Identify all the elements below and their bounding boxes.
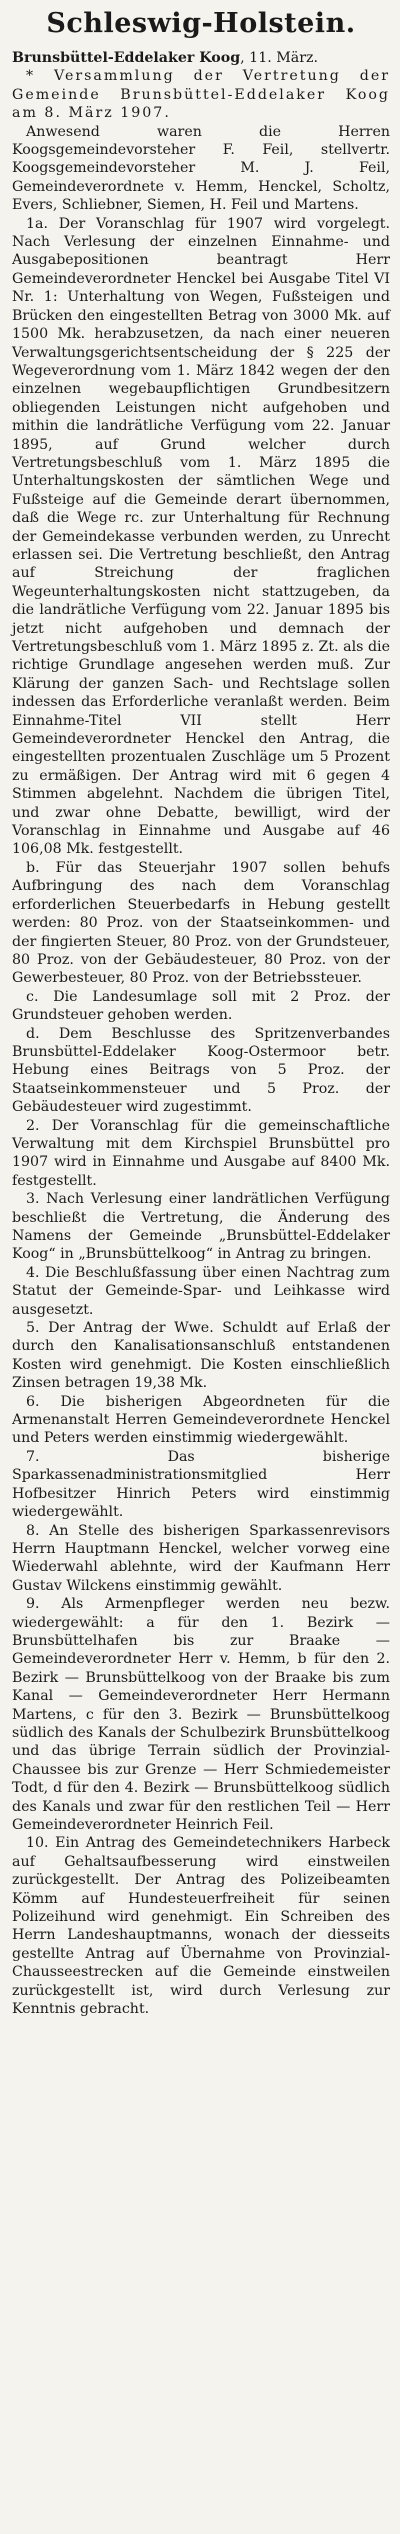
item-10-paragraph: 10. Ein Antrag des Gemeindetechnikers Harbeck auf Gehaltsaufbesserung wird einstweilen zurückgestellt. Der Antrag des Polizeibeamten Kömm auf Hundesteuerfreiheit für seinen Polizeihund wird genehmigt. Ein Schreiben des Herrn Landeshauptmanns, wonach der diesseits gestellte Antrag auf Übernahme von Provinzial-Chausseestrecken auf die Gemeinde einstweilen zurückgestellt ist, wird durch Verlesung zur Kenntnis gebracht. (12, 1835, 390, 2018)
dateline-date: 11. März. (249, 50, 318, 66)
dateline: Brunsbüttel-Eddelaker Koog, 11. März. (12, 50, 318, 66)
item-8-paragraph: 8. An Stelle des bisherigen Sparkassenrevisors Herrn Hauptmann Henckel, welcher vorweg eine Wiederwahl ablehnte, wird der Kaufmann Herr Gustav Wilckens einstimmig gewählt. (12, 1522, 390, 1594)
item-5-paragraph: 5. Der Antrag der Wwe. Schuldt auf Erlaß der durch den Kanalisationsanschluß entstandenen Kosten wird genehmigt. Die Kosten einschließlich Zinsen betragen 19,38 Mk. (12, 1320, 390, 1392)
item-3-paragraph: 3. Nach Verlesung einer landrätlichen Verfügung beschließt die Vertretung, die Änderung des Namens der Gemeinde „Brunsbüttel-Eddelaker Koog“ in „Brunsbüttelkoog“ in Antrag zu bringen. (12, 1191, 390, 1263)
item-9-paragraph: 9. Als Armenpfleger werden neu bezw. wiedergewählt: a für den 1. Bezirk — Brunsbüttelhafen bis zur Braake — Gemeindeverordneter Herr v. Hemm, b für den 2. Bezirk — Brunsbüttelkoog von der Braake bis zum Kanal — Gemeindeverordneter Herr Hermann Martens, c für den 3. Bezirk — Brunsbüttelkoog südlich des Kanals der Schulbezirk Brunsbüttelkoog und das übrige Terrain südlich der Provinzial-Chaussee bis zur Grenze — Herr Schmiedemeister Todt, d für den 4. Bezirk — Brunsbüttelkoog südlich des Kanals und zwar für den restlichen Teil — Herr Gemeindeverordneter Heinrich Feil. (12, 1596, 390, 1833)
item-6-paragraph: 6. Die bisherigen Abgeordneten für die Armenanstalt Herren Gemeindeverordnete Henckel und Peters werden einstimmig wiedergewählt. (12, 1393, 390, 1447)
section-heading: Schleswig-Holstein. (46, 8, 356, 39)
item-1d-paragraph: d. Dem Beschlusse des Spritzenverbandes Brunsbüttel-Eddelaker Koog-Ostermoor betr. Hebung eines Beitrags von 5 Proz. der Staatseinkommensteuer und 5 Proz. der Gebäudesteuer wird zugestimmt. (12, 1025, 390, 1116)
dateline-place: Brunsbüttel-Eddelaker Koog (12, 50, 241, 66)
item-7-paragraph: 7. Das bisherige Sparkassenadministrationsmitglied Herr Hofbesitzer Hinrich Peters wird einstimmig wiedergewählt. (12, 1448, 390, 1521)
meeting-intro: * Versammlung der Vertretung der Gemeinde Brunsbüttel-Eddelaker Koog am 8. März 1907. (12, 68, 390, 122)
item-1a-paragraph: 1a. Der Voranschlag für 1907 wird vorgelegt. Nach Verlesung der einzelnen Einnahme- und Ausgabepositionen beantragt Herr Gemeindeverordneter Henckel bei Ausgabe Titel VI Nr. 1: Unterhaltung von Wegen, Fußsteigen und Brücken den eingestellten Betrag von 3000 Mk. auf 1500 Mk. herabzusetzen, da nach einer neueren Verwaltungsgerichtsentscheidung der § 225 der Wegeverordnung vom 1. März 1842 wegen der den einzelnen wegebaupflichtigen Grundbesitzern obliegenden Leistungen nicht aufgehoben und mithin die landrätliche Verfügung vom 22. Januar 1895, auf Grund welcher durch Vertretungsbeschluß vom 1. März 1895 die Unterhaltungskosten der sämtlichen Wege und Fußsteige auf die Gemeinde derart übernommen, daß die Wege rc. zur Unterhaltung für Rechnung der Gemeindekasse verbunden werden, zu Unrecht erlassen sei. Die Vertretung beschließt, den Antrag auf Streichung der fraglichen Wegeunterhaltungskosten nicht stattzugeben, da die landrätliche Verfügung vom 22. Januar 1895 bis jetzt nicht aufgehoben und demnach der Vertretungsbeschluß vom 1. März 1895 z. Zt. als die richtige Grundlage angesehen werden muß. Zur Klärung der ganzen Sach- und Rechtslage sollen indessen das Erforderliche veranlaßt werden. Beim Einnahme-Titel VII stellt Herr Gemeindeverordneter Henckel den Antrag, die eingestellten prozentualen Zuschläge um 5 Prozent zu ermäßigen. Der Antrag wird mit 6 gegen 4 Stimmen abgelehnt. Nachdem die übrigen Titel, und zwar ohne Debatte, bewilligt, wird der Voranschlag in Einnahme und Ausgabe auf 46 106,08 Mk. festgestellt. (12, 215, 390, 858)
item-4-paragraph: 4. Die Beschlußfassung über einen Nachtrag zum Statut der Gemeinde-Spar- und Leihkasse wird ausgesetzt. (12, 1264, 390, 1318)
item-1b-paragraph: b. Für das Steuerjahr 1907 sollen behufs Aufbringung des nach dem Voranschlag erforderlichen Steuerbedarfs in Hebung gestellt werden: 80 Proz. von der Staatseinkommen- und der fingierten Steuer, 80 Proz. von der Grundsteuer, 80 Proz. von der Gebäudesteuer, 80 Proz. von der Gewerbesteuer, 80 Proz. von der Betriebssteuer. (12, 859, 390, 987)
attendance-paragraph: Anwesend waren die Herren Koogsgemeindevorsteher F. Feil, stellvertr. Koogsgemeindevorsteher M. J. Feil, Gemeindeverordnete v. Hemm, Henckel, Scholtz, Evers, Schliebner, Siemen, H. Feil und Martens. (12, 123, 390, 214)
item-1c-paragraph: c. Die Landesumlage soll mit 2 Proz. der Grundsteuer gehoben werden. (12, 988, 390, 1024)
item-2-paragraph: 2. Der Voranschlag für die gemeinschaftliche Verwaltung mit dem Kirchspiel Brunsbüttel pro 1907 wird in Einnahme und Ausgabe auf 8400 Mk. festgestellt. (12, 1117, 390, 1189)
